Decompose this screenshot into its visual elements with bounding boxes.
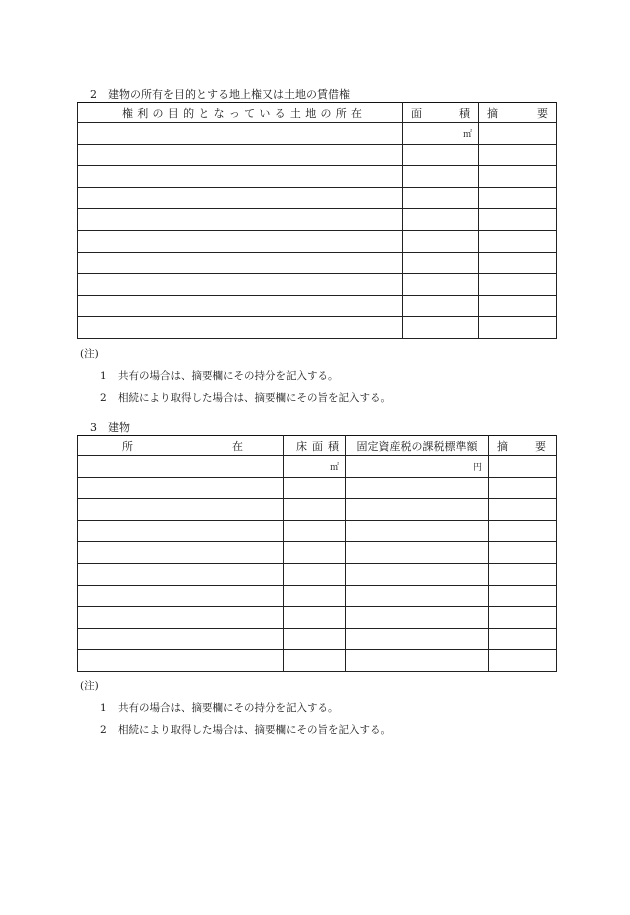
section3-notes xyxy=(80,678,391,737)
empty-cell[interactable] xyxy=(403,252,479,274)
buildings-table xyxy=(77,435,557,672)
empty-cell[interactable] xyxy=(346,628,489,650)
floor-area-cell[interactable] xyxy=(284,456,346,478)
note-heading: (注) xyxy=(80,680,99,692)
area-unit-label: ㎡ xyxy=(329,462,339,473)
empty-cell[interactable] xyxy=(479,295,557,317)
yen-unit-label: 円 xyxy=(472,462,482,473)
empty-cell[interactable] xyxy=(403,317,479,339)
header-char: て xyxy=(244,106,256,120)
empty-cell[interactable] xyxy=(346,607,489,629)
empty-cell[interactable] xyxy=(403,187,479,209)
header-char: 在 xyxy=(350,106,362,120)
empty-cell[interactable] xyxy=(489,477,557,499)
header-char: 床 xyxy=(296,439,307,453)
empty-cell[interactable] xyxy=(284,520,346,542)
building-location-header xyxy=(78,436,284,456)
header-char: 土 xyxy=(289,106,301,120)
empty-cell[interactable] xyxy=(78,499,284,521)
empty-cell[interactable] xyxy=(479,230,557,252)
empty-cell[interactable] xyxy=(346,542,489,564)
empty-cell[interactable] xyxy=(489,650,557,672)
empty-cell[interactable] xyxy=(346,520,489,542)
empty-cell[interactable] xyxy=(78,230,403,252)
header-char: 積 xyxy=(459,106,470,120)
empty-cell[interactable] xyxy=(346,477,489,499)
empty-cell[interactable] xyxy=(403,295,479,317)
table-row xyxy=(78,456,557,478)
header-char: の xyxy=(320,106,332,120)
land-location-cell[interactable] xyxy=(78,123,403,145)
header-char: 地 xyxy=(305,106,317,120)
table-row xyxy=(78,123,557,145)
empty-cell[interactable] xyxy=(78,650,284,672)
header-char: な xyxy=(213,106,225,120)
empty-cell[interactable] xyxy=(78,317,403,339)
land-area-cell[interactable] xyxy=(403,123,479,145)
table-row xyxy=(78,477,557,499)
empty-cell[interactable] xyxy=(479,274,557,296)
header-char: の xyxy=(152,106,164,120)
note-heading: (注) xyxy=(80,348,99,360)
note-item-1: 1 共有の場合は、摘要欄にその持分を記入する。 xyxy=(100,702,339,714)
empty-cell[interactable] xyxy=(489,499,557,521)
section2-notes xyxy=(80,346,391,405)
empty-cell[interactable] xyxy=(403,166,479,188)
header-char: 目 xyxy=(167,106,179,120)
table-row xyxy=(78,187,557,209)
table-row xyxy=(78,585,557,607)
empty-cell[interactable] xyxy=(284,628,346,650)
area-unit-label: ㎡ xyxy=(462,129,472,140)
header-char: 積 xyxy=(328,439,339,453)
empty-cell[interactable] xyxy=(78,563,284,585)
header-char: 所 xyxy=(122,439,133,453)
header-char: 在 xyxy=(232,439,243,453)
empty-cell[interactable] xyxy=(489,542,557,564)
empty-cell[interactable] xyxy=(346,499,489,521)
empty-cell[interactable] xyxy=(479,187,557,209)
empty-cell[interactable] xyxy=(479,317,557,339)
empty-cell[interactable] xyxy=(403,209,479,231)
empty-cell[interactable] xyxy=(284,542,346,564)
empty-cell[interactable] xyxy=(78,252,403,274)
header-char: 面 xyxy=(312,439,323,453)
empty-cell[interactable] xyxy=(78,209,403,231)
buildings-header-row xyxy=(78,436,557,456)
land-area-header xyxy=(403,103,479,123)
land-remarks-header xyxy=(479,103,557,123)
table-row xyxy=(78,252,557,274)
empty-cell[interactable] xyxy=(489,520,557,542)
empty-cell[interactable] xyxy=(284,477,346,499)
empty-cell[interactable] xyxy=(489,607,557,629)
header-char: 面 xyxy=(411,106,422,120)
table-row xyxy=(78,209,557,231)
empty-cell[interactable] xyxy=(284,607,346,629)
table-row xyxy=(78,166,557,188)
empty-cell[interactable] xyxy=(284,499,346,521)
header-char: 要 xyxy=(535,439,546,453)
section3-number: 3 xyxy=(90,421,97,434)
empty-cell[interactable] xyxy=(403,230,479,252)
table-row xyxy=(78,230,557,252)
empty-cell[interactable] xyxy=(346,650,489,672)
empty-cell[interactable] xyxy=(489,585,557,607)
section2-title: 建物の所有を目的とする地上権又は土地の賃借権 xyxy=(108,88,350,101)
table-row xyxy=(78,295,557,317)
note-item-1: 1 共有の場合は、摘要欄にその持分を記入する。 xyxy=(100,370,339,382)
empty-cell[interactable] xyxy=(346,585,489,607)
building-remarks-cell[interactable] xyxy=(489,456,557,478)
land-rights-table xyxy=(77,102,557,339)
land-remarks-cell[interactable] xyxy=(479,123,557,145)
table-row xyxy=(78,317,557,339)
empty-cell[interactable] xyxy=(78,274,403,296)
header-char: 摘 xyxy=(487,106,498,120)
empty-cell[interactable] xyxy=(403,274,479,296)
section3-title: 建物 xyxy=(108,421,130,434)
section3-heading xyxy=(90,419,130,435)
empty-cell[interactable] xyxy=(479,209,557,231)
header-char: る xyxy=(274,106,286,120)
header-char: 権 xyxy=(122,106,133,120)
land-location-header xyxy=(78,103,403,123)
building-location-cell[interactable] xyxy=(78,456,284,478)
table-row xyxy=(78,144,557,166)
tax-value-header: 固定資産税の課税標準額 xyxy=(346,436,489,456)
empty-cell[interactable] xyxy=(284,563,346,585)
land-rights-header-row xyxy=(78,103,557,123)
empty-cell[interactable] xyxy=(284,650,346,672)
floor-area-header xyxy=(284,436,346,456)
empty-cell[interactable] xyxy=(78,187,403,209)
section2-number: 2 xyxy=(90,88,97,101)
empty-cell[interactable] xyxy=(78,585,284,607)
empty-cell[interactable] xyxy=(489,628,557,650)
building-remarks-header xyxy=(489,436,557,456)
table-row xyxy=(78,274,557,296)
section2-heading xyxy=(90,86,350,102)
empty-cell[interactable] xyxy=(403,144,479,166)
empty-cell[interactable] xyxy=(78,477,284,499)
empty-cell[interactable] xyxy=(78,607,284,629)
empty-cell[interactable] xyxy=(346,563,489,585)
empty-cell[interactable] xyxy=(78,542,284,564)
header-char: 摘 xyxy=(497,439,508,453)
empty-cell[interactable] xyxy=(78,520,284,542)
table-row xyxy=(78,650,557,672)
empty-cell[interactable] xyxy=(78,144,403,166)
empty-cell[interactable] xyxy=(78,295,403,317)
table-row xyxy=(78,607,557,629)
note-item-2: 2 相続により取得した場合は、摘要欄にその旨を記入する。 xyxy=(100,392,391,404)
empty-cell[interactable] xyxy=(479,166,557,188)
header-char: 的 xyxy=(183,106,195,120)
header-char: 要 xyxy=(537,106,548,120)
table-row xyxy=(78,628,557,650)
table-row xyxy=(78,499,557,521)
header-char: 所 xyxy=(335,106,347,120)
table-row xyxy=(78,563,557,585)
table-row xyxy=(78,520,557,542)
empty-cell[interactable] xyxy=(78,166,403,188)
empty-cell[interactable] xyxy=(489,563,557,585)
empty-cell[interactable] xyxy=(479,144,557,166)
header-char: い xyxy=(259,106,271,120)
header-char: っ xyxy=(228,106,240,120)
tax-value-cell[interactable] xyxy=(346,456,489,478)
note-item-2: 2 相続により取得した場合は、摘要欄にその旨を記入する。 xyxy=(100,724,391,736)
header-char: と xyxy=(198,106,210,120)
empty-cell[interactable] xyxy=(78,628,284,650)
table-row xyxy=(78,542,557,564)
empty-cell[interactable] xyxy=(284,585,346,607)
empty-cell[interactable] xyxy=(479,252,557,274)
header-char: 利 xyxy=(137,106,149,120)
